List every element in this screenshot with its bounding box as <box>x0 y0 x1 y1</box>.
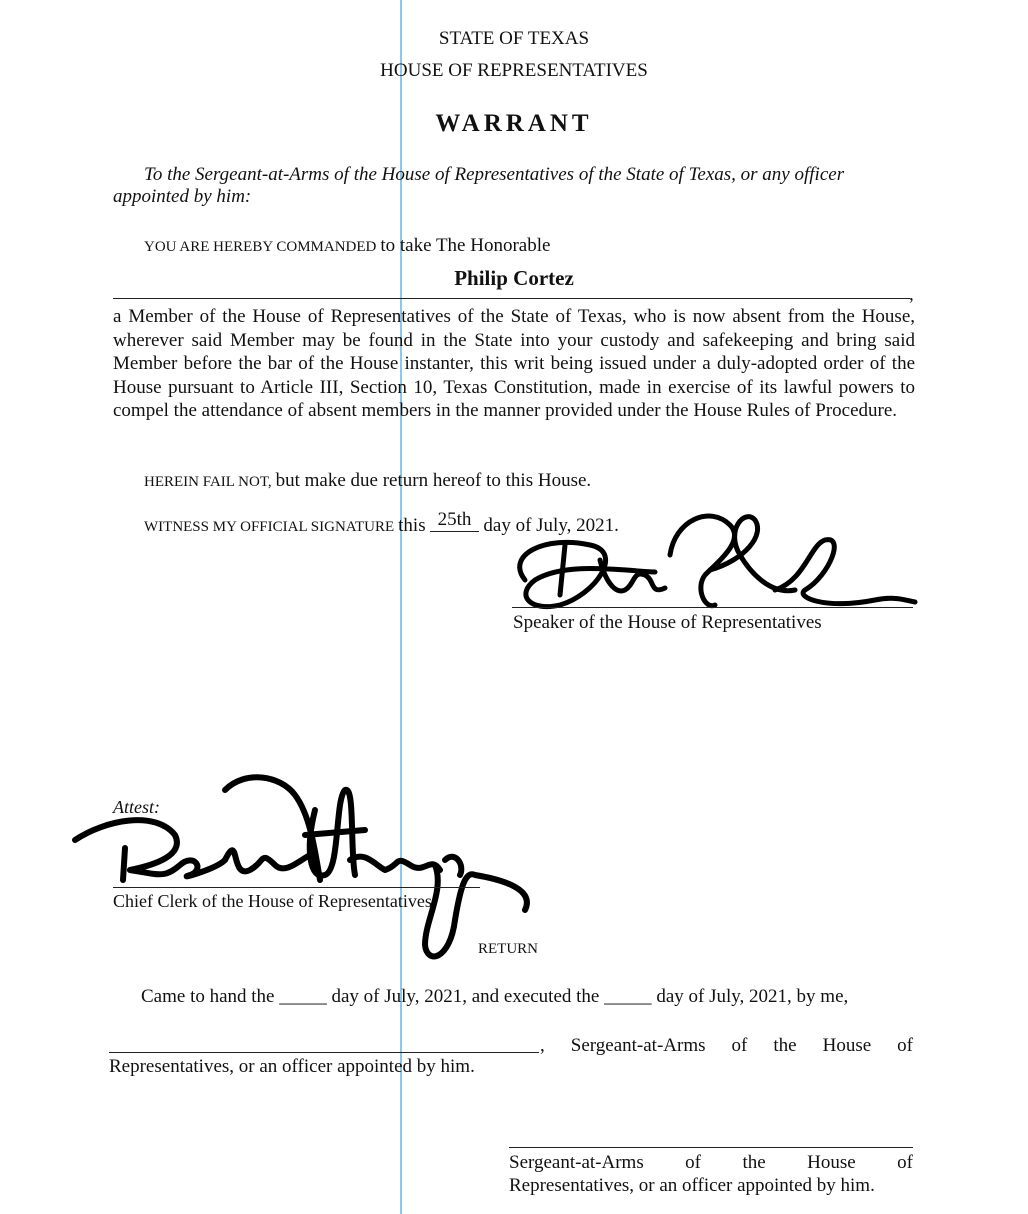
witness-this: this <box>398 515 426 536</box>
herein-prefix: HEREIN FAIL NOT, <box>144 474 272 490</box>
sergeant-line-end: , Sergeant-at-Arms of the House of <box>540 1035 913 1056</box>
herein-line <box>144 470 591 492</box>
warrant-title: WARRANT <box>435 110 593 137</box>
chief-clerk-signature-line <box>113 887 480 888</box>
bottom-signature-line <box>509 1147 913 1148</box>
member-name: Philip Cortez <box>454 266 574 290</box>
blank-day-2: _____ <box>604 986 652 1007</box>
witness-prefix: WITNESS MY OFFICIAL SIGNATURE <box>144 519 395 535</box>
came-to-hand-label: Came to hand the <box>141 986 275 1007</box>
bottom-caption-line-1: Sergeant-at-Arms of the House of <box>509 1152 913 1173</box>
command-line <box>144 235 550 257</box>
witness-day: 25th <box>430 509 480 532</box>
house-heading: HOUSE OF REPRESENTATIVES <box>380 60 648 81</box>
command-body: a Member of the House of Representatives of the State of Texas, who is now absent from the House, wherever said Member may be found in the State into your custody and safekeeping and bring said Member before the bar of the House instanter, this writ being issued under a duly-adopted order of the House pursuant to Article III, Section 10, Texas Constitution, made in exercise of its lawful powers to compel the attendance of absent members in the manner provided under the House Rules of Procedure. <box>113 306 915 421</box>
speaker-signature-line <box>512 607 913 608</box>
chief-clerk-signature <box>65 770 545 975</box>
came-to-hand-line <box>141 986 848 1008</box>
address-line-2: appointed by him: <box>113 186 252 207</box>
by-me-label: day of July, 2021, by me, <box>656 986 849 1007</box>
executed-label: day of July, 2021, and executed the <box>331 986 600 1007</box>
command-prefix: YOU ARE HEREBY COMMANDED <box>144 239 377 255</box>
bottom-caption-line-2: Representatives, or an officer appointed by him. <box>509 1175 875 1196</box>
member-name-underline <box>113 298 910 299</box>
witness-suffix: day of July, 2021. <box>483 515 619 536</box>
return-heading: RETURN <box>478 941 538 957</box>
speaker-caption: Speaker of the House of Representatives <box>513 612 822 633</box>
attest-caption: Chief Clerk of the House of Representatives <box>113 891 432 911</box>
blank-day-1: _____ <box>279 986 327 1007</box>
address-line-1: To the Sergeant-at-Arms of the House of Representatives of the State of Texas, or any officer <box>144 164 845 185</box>
sergeant-name-line <box>109 1052 539 1053</box>
command-suffix: to take The Honorable <box>380 235 551 256</box>
reps-line: Representatives, or an officer appointed by him. <box>109 1056 475 1077</box>
member-comma: , <box>909 284 914 305</box>
state-heading: STATE OF TEXAS <box>438 28 590 49</box>
herein-suffix: but make due return hereof to this House. <box>275 470 592 491</box>
attest-label: Attest: <box>113 797 160 817</box>
